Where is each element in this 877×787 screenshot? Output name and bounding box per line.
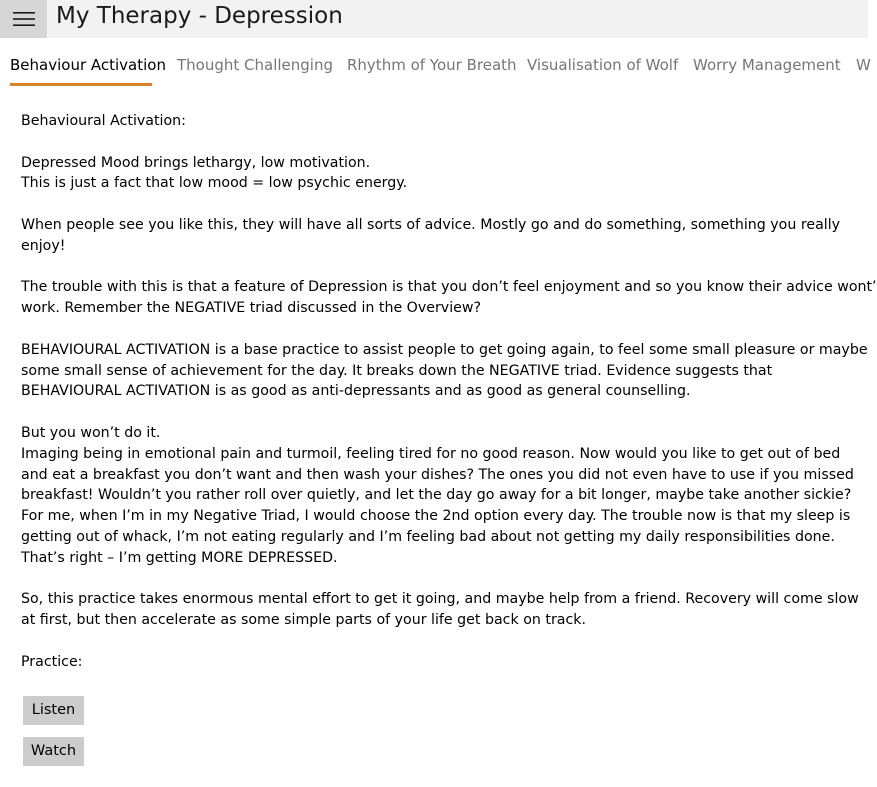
tab-rhythm-of-your-breath[interactable]: Rhythm of Your Breath <box>347 56 517 74</box>
paragraph-low-mood <box>21 153 851 195</box>
text-line: This is just a fact that low mood = low psychic energy. <box>21 175 408 192</box>
text-line: enjoy! <box>21 237 66 254</box>
text-line: For me, when I’m in my Negative Triad, I would choose the 2nd option every day. The trouble now is that my sleep is <box>21 508 851 525</box>
text-line: breakfast! Wouldn’t you rather roll over quietly, and let the day go away for a bit longer, maybe take another sickie? <box>21 487 852 504</box>
hamburger-menu-icon <box>13 11 35 27</box>
text-line: some small sense of achievement for the day. It breaks down the NEGATIVE triad. Evidence suggests that <box>21 362 773 379</box>
tab-worry-management[interactable]: Worry Management <box>693 56 841 74</box>
section-heading <box>21 111 851 132</box>
app-title: My Therapy - Depression <box>56 3 343 29</box>
text-line: The trouble with this is that a feature of Depression is that you don’t feel enjoyment and so you know their advice wont’ <box>21 279 877 296</box>
paragraph-recovery <box>21 589 859 631</box>
paragraph-behavioural-activation <box>21 340 868 402</box>
tab-overflow-next[interactable]: W <box>856 56 871 74</box>
tab-visualisation-of-wolf[interactable]: Visualisation of Wolf <box>527 56 679 74</box>
tab-thought-challenging[interactable]: Thought Challenging <box>177 56 333 74</box>
text-line: Behavioural Activation: <box>21 113 186 129</box>
listen-button[interactable]: Listen <box>23 696 84 725</box>
text-line: So, this practice takes enormous mental effort to get it going, and maybe help from a friend. Recovery will come slow <box>21 591 859 608</box>
text-line: That’s right – I’m getting MORE DEPRESSED. <box>21 549 338 566</box>
hamburger-menu-button[interactable] <box>0 0 47 38</box>
text-line: Practice: <box>21 653 83 670</box>
paragraph-advice <box>21 215 851 257</box>
text-line: Imaging being in emotional pain and turmoil, feeling tired for no good reason. Now would you like to get out of bed <box>21 445 841 462</box>
text-line: at first, but then accelerate as some simple parts of your life get back on track. <box>21 612 586 629</box>
watch-button[interactable]: Watch <box>23 737 84 766</box>
tab-behaviour-activation[interactable]: Behaviour Activation <box>10 56 166 74</box>
selected-tab-indicator <box>10 83 152 86</box>
title-bar <box>0 0 868 38</box>
text-line: When people see you like this, they will have all sorts of advice. Mostly go and do something, something you really <box>21 216 841 233</box>
text-line: and eat a breakfast you don’t want and then wash your dishes? The ones you did not even have to use if you missed <box>21 466 854 483</box>
paragraph-trouble <box>21 277 877 319</box>
practice-label <box>21 652 851 673</box>
text-line: BEHAVIOURAL ACTIVATION is as good as anti-depressants and as good as general counselling. <box>21 383 691 400</box>
paragraph-wont-do-it <box>21 423 854 569</box>
text-line: But you won’t do it. <box>21 424 161 441</box>
text-line: work. Remember the NEGATIVE triad discussed in the Overview? <box>21 300 482 317</box>
text-line: Depressed Mood brings lethargy, low motivation. <box>21 154 371 171</box>
text-line: BEHAVIOURAL ACTIVATION is a base practice to assist people to get going again, to feel some small pleasure or maybe <box>21 341 868 358</box>
tab-bar <box>0 52 871 88</box>
text-line: getting out of whack, I’m not eating regularly and I’m feeling bad about not getting my daily responsibilities done. <box>21 528 835 545</box>
article-content <box>21 111 877 673</box>
